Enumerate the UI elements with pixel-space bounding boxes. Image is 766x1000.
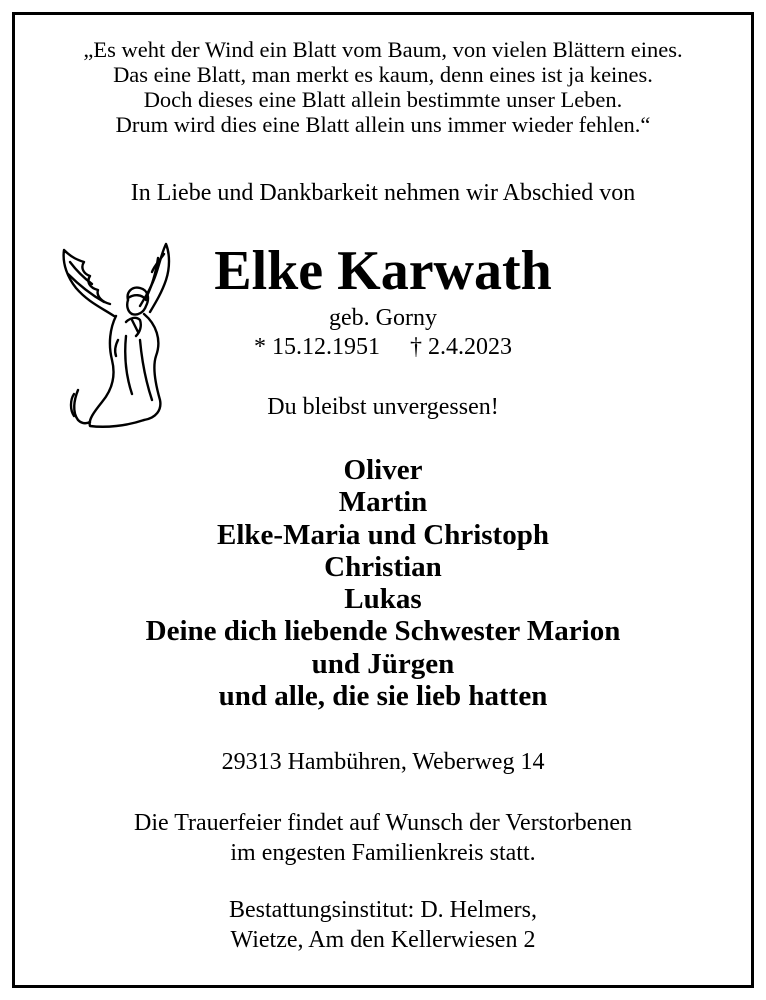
ceremony-line: Die Trauerfeier findet auf Wunsch der Verstorbenen — [134, 810, 632, 836]
family-address: 29313 Hambühren, Weberweg 14 — [221, 749, 545, 775]
poem-quote — [15, 37, 751, 137]
poem-line: „Es weht der Wind ein Blatt vom Baum, von vielen Blättern eines. — [83, 37, 683, 62]
birth-name: geb. Gorny — [329, 305, 437, 331]
memorial-line: Du bleibst unvergessen! — [267, 394, 499, 420]
mourner-name: Oliver — [343, 454, 423, 486]
mourner-name: Lukas — [344, 583, 422, 616]
ceremony-line: im engesten Familienkreis statt. — [230, 840, 536, 866]
death-date: † 2.4.2023 — [410, 334, 512, 360]
poem-line: Drum wird dies eine Blatt allein uns immer wieder fehlen.“ — [115, 112, 651, 137]
farewell-intro: In Liebe und Dankbarkeit nehmen wir Abschied von — [130, 180, 636, 206]
deceased-name: Elke Karwath — [214, 240, 552, 302]
life-dates — [145, 332, 621, 362]
undertaker-line: Wietze, Am den Kellerwiesen 2 — [230, 927, 536, 953]
poem-line: Doch dieses eine Blatt allein bestimmte unser Leben. — [143, 87, 623, 112]
undertaker-info — [15, 895, 751, 955]
mourner-name: Martin — [338, 486, 428, 519]
mourner-name: Christian — [324, 550, 442, 583]
ceremony-note — [15, 808, 751, 868]
mourner-name: Deine dich liebende Schwester Marion — [145, 615, 621, 648]
mourner-name: und Jürgen — [311, 647, 455, 680]
mourners-list — [15, 454, 751, 712]
mourner-name: und alle, die sie lieb hatten — [218, 680, 548, 713]
mourner-name: Elke-Maria und Christoph — [217, 518, 549, 551]
birth-date: * 15.12.1951 — [254, 334, 380, 360]
poem-line: Das eine Blatt, man merkt es kaum, denn eines ist ja keines. — [113, 62, 653, 87]
undertaker-line: Bestattungsinstitut: D. Helmers, — [229, 897, 537, 923]
